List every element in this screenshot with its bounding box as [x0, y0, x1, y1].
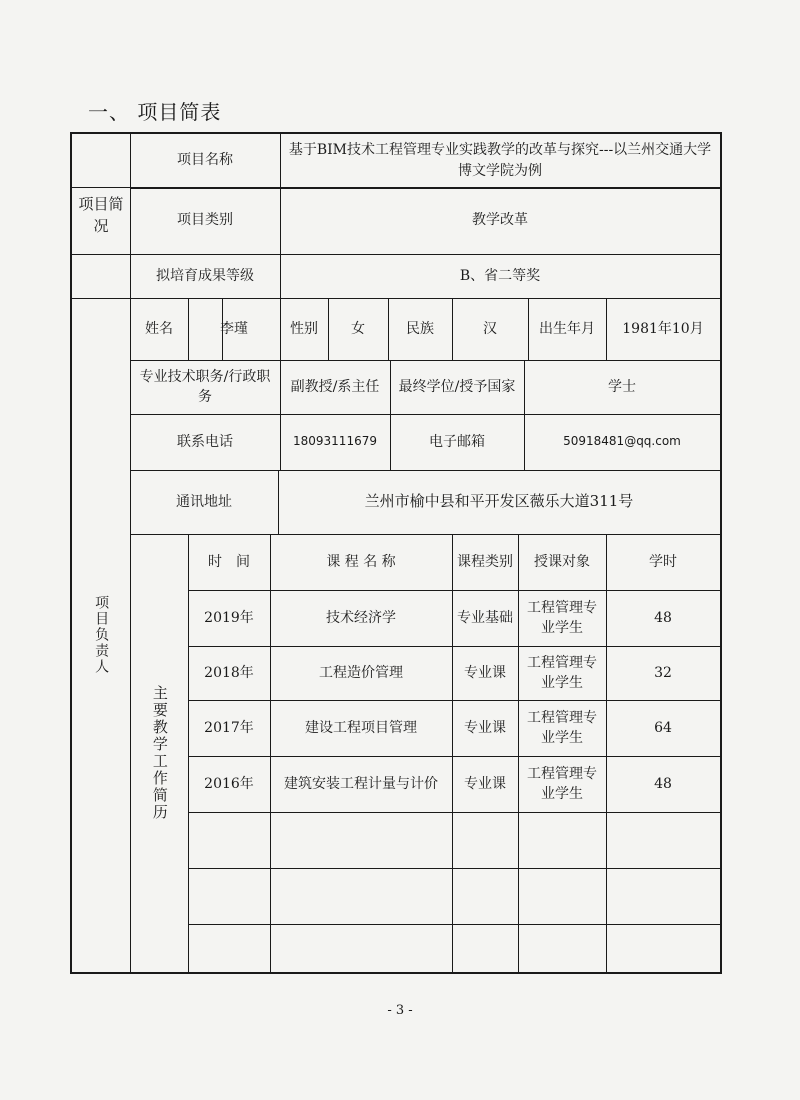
teaching-row-course: 技术经济学 [326, 609, 396, 626]
teaching-header-time: 时 间 [208, 553, 250, 570]
teaching-row-time: 2017年 [204, 719, 254, 736]
teaching-header-audience: 授课对象 [534, 553, 590, 570]
teaching-header-course: 课 程 名 称 [326, 553, 396, 570]
gender-label: 性别 [290, 320, 318, 337]
teaching-row-course: 建筑安装工程计量与计价 [284, 775, 438, 792]
page-number: - 3 - [387, 1003, 413, 1018]
teaching-row-audience: 工程管理专业学生 [527, 765, 597, 802]
leader-name-value: 李瑾 [220, 320, 248, 337]
teaching-row-course: 工程造价管理 [319, 664, 403, 681]
teaching-group-text: 主要教学工作简历 [150, 685, 169, 821]
teaching-row-audience: 工程管理专业学生 [527, 709, 597, 746]
teaching-row-hours: 48 [654, 609, 672, 626]
project-name-value: 基于BIM技术工程管理专业实践教学的改革与探究---以兰州交通大学博文学院为例 [288, 142, 712, 179]
project-name-label: 项目名称 [177, 152, 233, 169]
degree-label: 最终学位/授予国家 [398, 378, 516, 395]
ethnicity-label: 民族 [406, 320, 434, 337]
birth-label: 出生年月 [539, 320, 595, 337]
address-value: 兰州市榆中县和平开发区薇乐大道311号 [364, 492, 634, 511]
leader-name-label: 姓名 [145, 320, 173, 337]
teaching-row-hours: 48 [654, 775, 672, 792]
teaching-row-time: 2019年 [204, 609, 254, 626]
teaching-group-label [130, 534, 188, 972]
project-category-label: 项目类别 [177, 212, 233, 229]
teaching-header-hours: 学时 [649, 553, 677, 570]
leader-group-text: 项目负责人 [93, 595, 110, 675]
project-summary-table [70, 132, 722, 974]
job-title-value: 副教授/系主任 [290, 378, 380, 395]
project-category-value: 教学改革 [472, 212, 528, 229]
job-title-label: 专业技术职务/行政职务 [139, 368, 271, 405]
teaching-row-type: 专业课 [464, 664, 506, 681]
ethnicity-value: 汉 [483, 320, 497, 337]
teaching-row-course: 建设工程项目管理 [305, 719, 417, 736]
teaching-row-type: 专业课 [464, 719, 506, 736]
row-rule [188, 868, 720, 869]
gender-value: 女 [351, 320, 365, 337]
row-rule [188, 812, 720, 813]
leader-group-label [72, 298, 130, 972]
teaching-row-audience: 工程管理专业学生 [527, 654, 597, 691]
section-title: 一、 项目简表 [88, 100, 222, 124]
teaching-row-type: 专业基础 [457, 609, 513, 626]
overview-group-label: 项目简况 [78, 195, 124, 235]
teaching-row-hours: 64 [654, 719, 672, 736]
teaching-header-type: 课程类别 [457, 553, 513, 570]
teaching-row-time: 2018年 [204, 664, 254, 681]
phone-label: 联系电话 [177, 433, 233, 450]
award-level-value: B、省二等奖 [459, 267, 541, 284]
teaching-row-time: 2016年 [204, 775, 254, 792]
phone-value: 18093111679 [293, 434, 377, 449]
teaching-row-hours: 32 [654, 664, 672, 681]
row-rule [188, 924, 720, 925]
degree-value: 学士 [608, 378, 636, 395]
email-value: 50918481@qq.com [563, 434, 681, 449]
birth-value: 1981年10月 [622, 320, 704, 337]
address-label: 通讯地址 [176, 493, 232, 510]
email-label: 电子邮箱 [429, 433, 485, 450]
teaching-row-type: 专业课 [464, 775, 506, 792]
teaching-row-audience: 工程管理专业学生 [527, 599, 597, 636]
award-level-label: 拟培育成果等级 [156, 267, 254, 284]
